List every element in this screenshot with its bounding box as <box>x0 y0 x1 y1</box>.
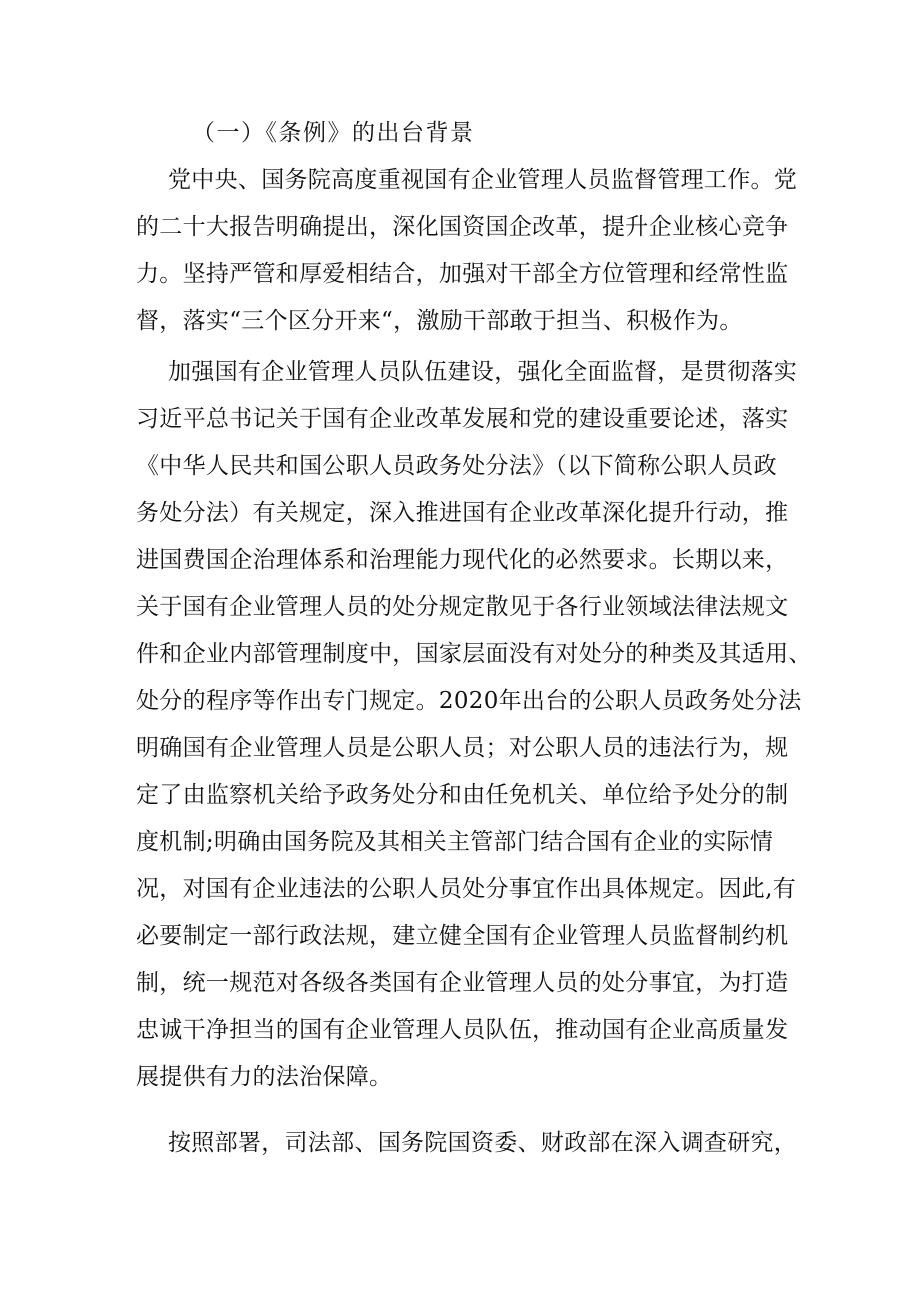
paragraph-line: 加强国有企业管理人员队伍建设，强化全面监督，是贯彻落实 <box>168 359 798 385</box>
paragraph-line: 定了由监察机关给予政务处分和由任免机关、单位给予处分的制 <box>136 782 789 808</box>
paragraph-line: 制，统一规范对各级各类国有企业管理人员的处分事宜，为打造 <box>136 970 789 996</box>
paragraph-line: 关于国有企业管理人员的处分规定散见于各行业领域法律法规文 <box>136 594 789 620</box>
paragraph-line: 展提供有力的法治保障。 <box>136 1064 393 1090</box>
paragraph-line: 必要制定一部行政法规，建立健全国有企业管理人员监督制约机 <box>136 923 789 949</box>
paragraph-line: 习近平总书记关于国有企业改革发展和党的建设重要论述，落实 <box>136 406 789 432</box>
paragraph-line: 力。坚持严管和厚爱相结合，加强对干部全方位管理和经常性监 <box>136 261 789 287</box>
paragraph-line: 忠诚干净担当的国有企业管理人员队伍，推动国有企业高质量发 <box>136 1017 789 1043</box>
paragraph-line: 务处分法）有关规定，深入推进国有企业改革深化提升行动，推 <box>136 500 789 526</box>
paragraph-line: 的二十大报告明确提出，深化国资国企改革，提升企业核心竞争 <box>136 214 789 240</box>
paragraph-line: 明确国有企业管理人员是公职人员；对公职人员的违法行为，规 <box>136 735 789 761</box>
paragraph-line: 进国费国企治理体系和治理能力现代化的必然要求。长期以来， <box>136 547 789 573</box>
paragraph-line: 况，对国有企业违法的公职人员处分事宜作出具体规定。因此,有 <box>136 876 797 902</box>
paragraph-line: 《中华人民共和国公职人员政务处分法》（以下简称公职人员政 <box>136 453 777 479</box>
paragraph-line: 督，落实“三个区分开来“，激励干部敢于担当、积极作为。 <box>136 308 743 334</box>
paragraph-line: 处分的程序等作出专门规定。2020年出台的公职人员政务处分法 <box>136 688 802 714</box>
paragraph-line: 度机制;明确由国务院及其相关主管部门结合国有企业的实际情 <box>136 829 774 855</box>
paragraph-line: 件和企业内部管理制度中，国家层面没有对处分的种类及其适用、 <box>136 641 812 667</box>
section-heading: （一）《条例》的出台背景 <box>192 120 475 146</box>
paragraph-line: 党中央、国务院高度重视国有企业管理人员监督管理工作。党 <box>168 167 798 193</box>
paragraph-line: 按照部署，司法部、国务院国资委、财政部在深入调查研究， <box>168 1130 798 1156</box>
